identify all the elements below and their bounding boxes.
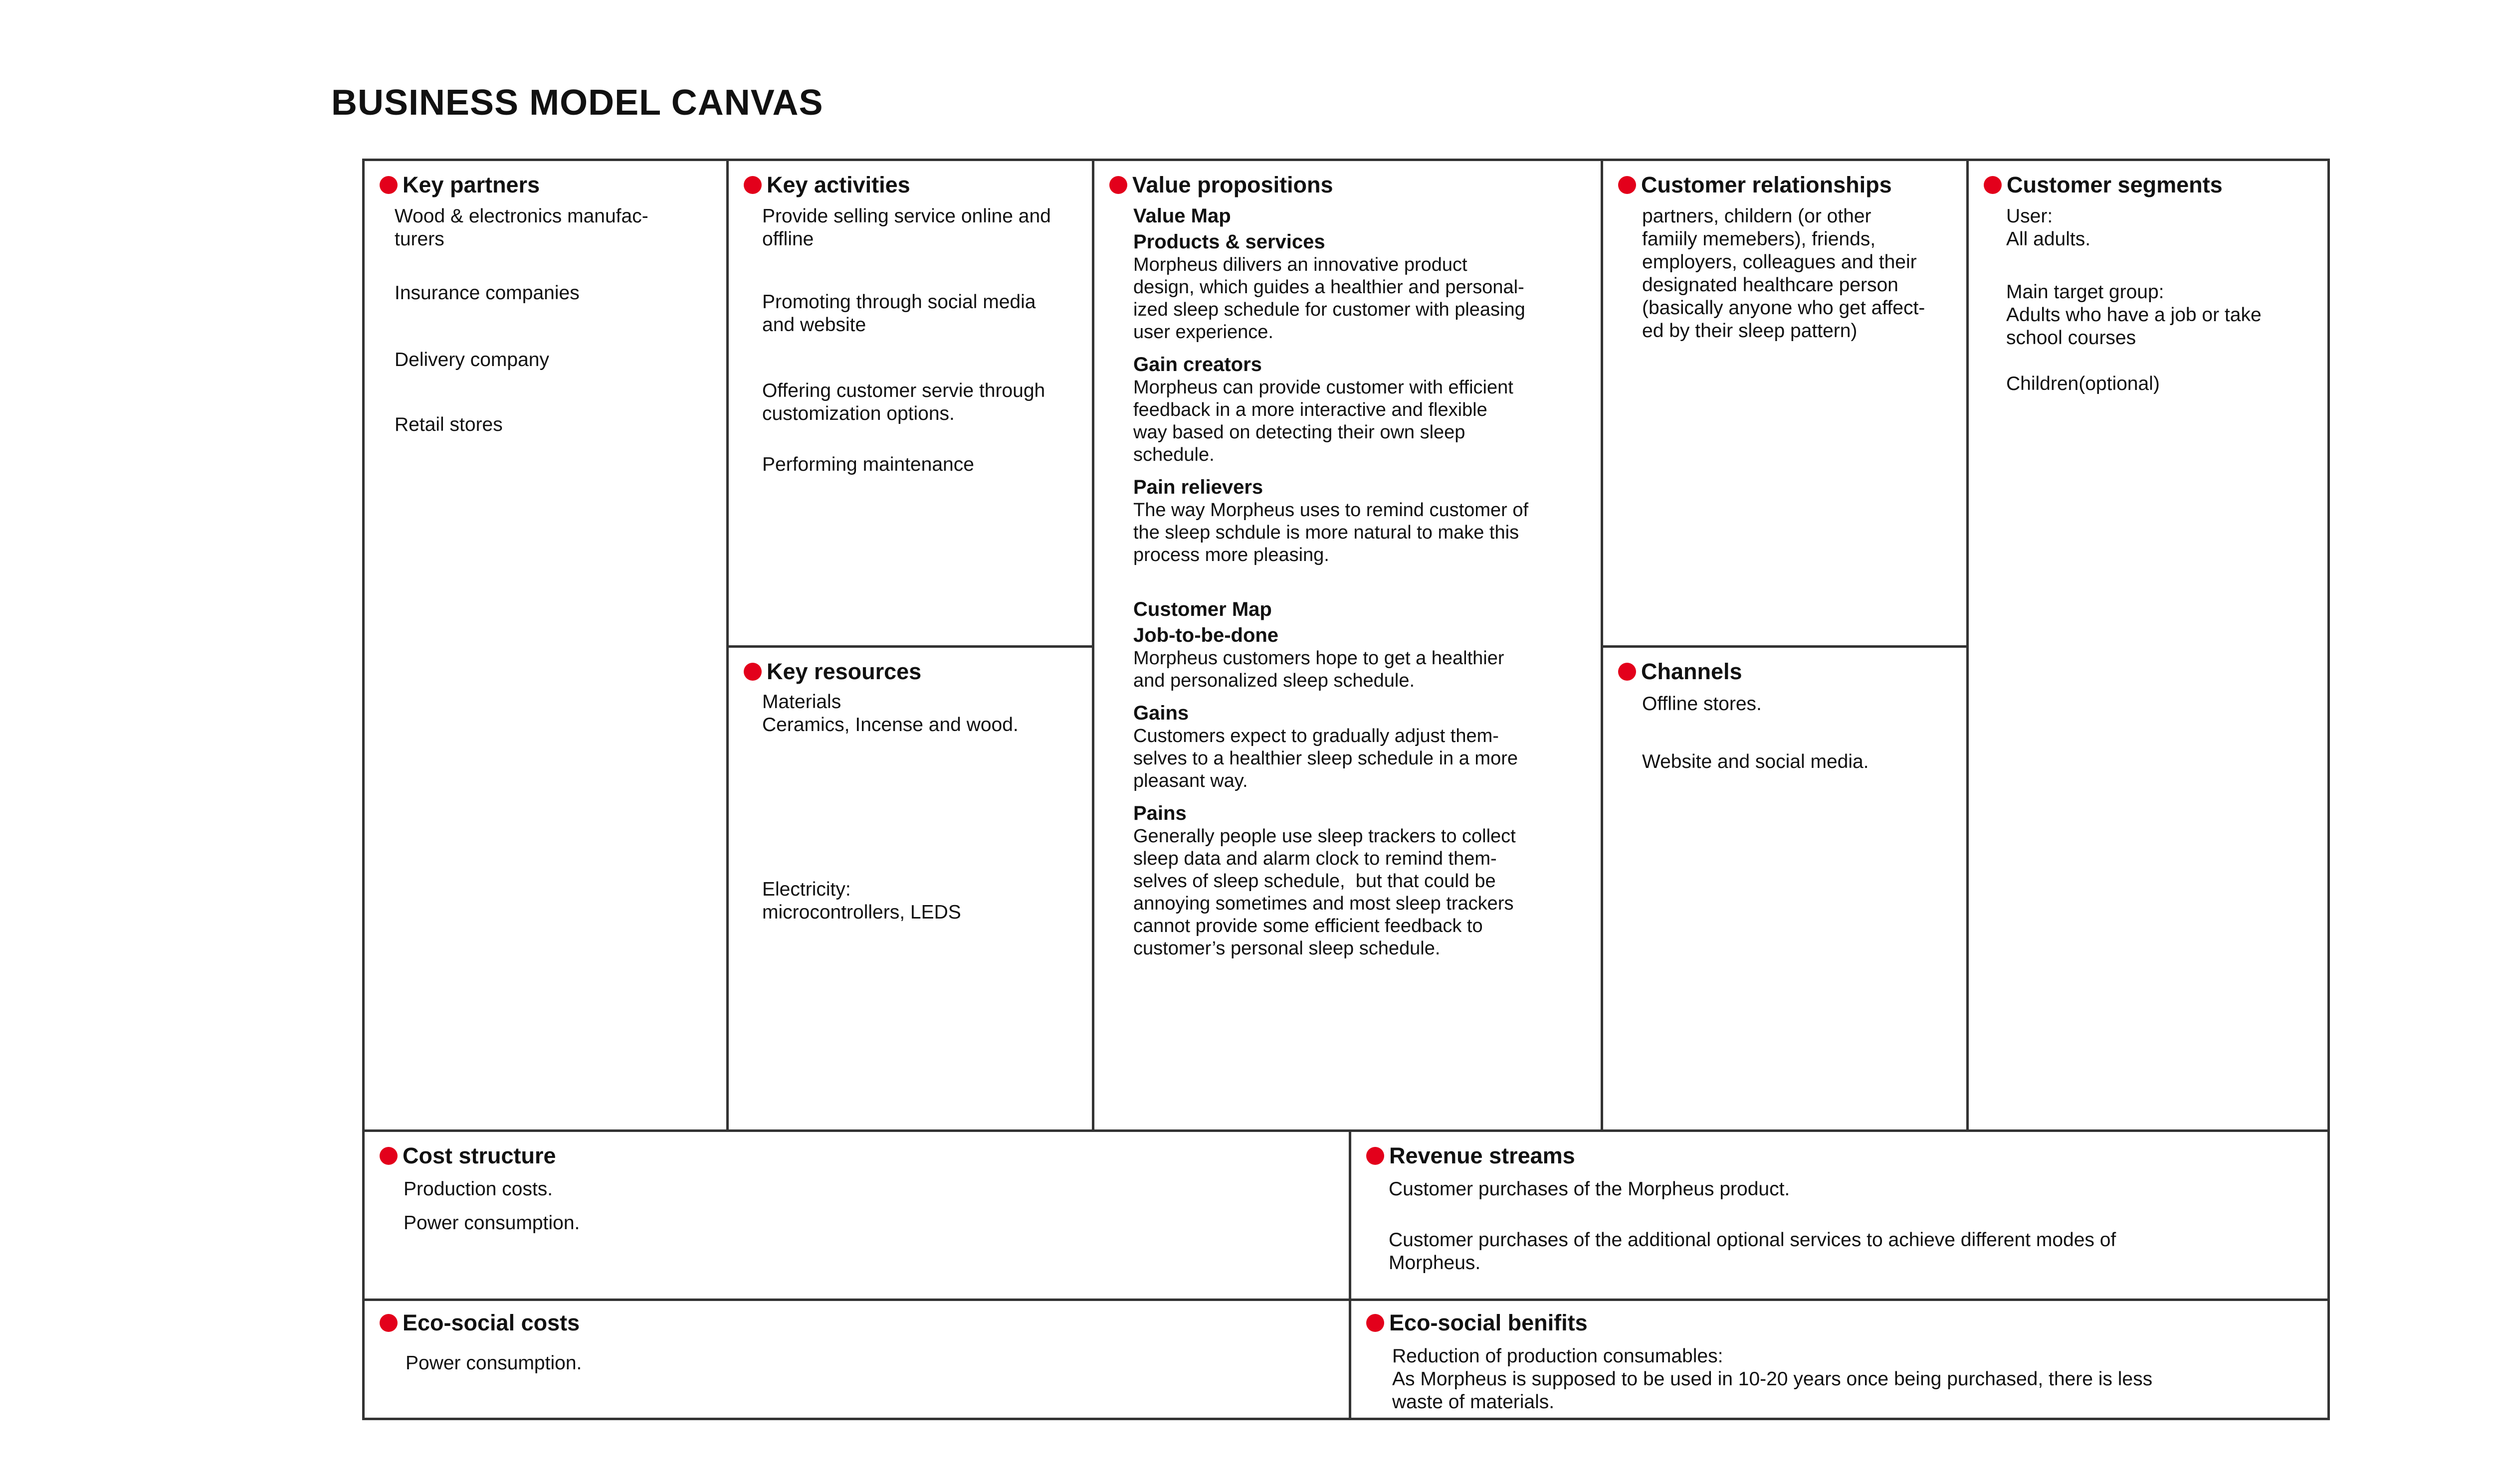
key-activities-line: and website	[762, 314, 866, 336]
customer-relationships-line: ed by their sleep pattern)	[1642, 320, 1858, 342]
customer-map-title: Customer Map	[1133, 598, 1272, 620]
eco-social-benefits-line: waste of materials.	[1392, 1391, 1555, 1413]
key-activities-line: Performing maintenance	[762, 454, 974, 475]
vp-line: sleep data and alarm clock to remind them-	[1133, 848, 1497, 869]
eco-social-benefits-line: As Morpheus is supposed to be used in 10-20 years once being purchased, there is less	[1392, 1368, 2153, 1390]
vp-line: way based on detecting their own sleep	[1133, 422, 1465, 443]
vp-line: selves of sleep schedule, but that could be	[1133, 871, 1496, 892]
customer-segments-heading: Customer segments	[2007, 172, 2223, 197]
customer-relationships-heading: Customer relationships	[1641, 172, 1892, 197]
bullet-icon	[380, 176, 398, 194]
customer-segments-line: Main target group:	[2006, 281, 2164, 303]
value-propositions-heading: Value propositions	[1132, 172, 1333, 197]
customer-segments-line: Children(optional)	[2006, 373, 2160, 394]
revenue-streams-line: Customer purchases of the additional optional services to achieve different modes of	[1389, 1229, 2116, 1251]
channels-line: Offline stores.	[1642, 693, 1762, 715]
eco-social-costs-block	[365, 1301, 1351, 1418]
bullet-icon	[1366, 1147, 1384, 1165]
vp-line: Morpheus dilivers an innovative product	[1133, 254, 1467, 275]
bullet-icon	[744, 663, 762, 681]
key-partners-item: Delivery company	[395, 349, 549, 371]
customer-segments-line: school courses	[2006, 327, 2136, 349]
key-activities-line: offline	[762, 228, 814, 250]
gain-creators-title: Gain creators	[1133, 354, 1262, 375]
vp-line: schedule.	[1133, 444, 1215, 465]
key-resources-line: microcontrollers, LEDS	[762, 902, 961, 923]
eco-social-costs-line: Power consumption.	[406, 1352, 582, 1374]
key-partners-heading: Key partners	[403, 172, 540, 197]
customer-relationships-line: designated healthcare person	[1642, 274, 1898, 296]
vp-line: annoying sometimes and most sleep trackers	[1133, 893, 1514, 914]
vp-line: Customers expect to gradually adjust them-	[1133, 726, 1499, 746]
key-partners-block	[365, 161, 729, 1129]
products-services-title: Products & services	[1133, 231, 1325, 253]
vp-line: Morpheus customers hope to get a healthier	[1133, 648, 1504, 669]
eco-social-benefits-heading: Eco-social benifits	[1389, 1310, 1588, 1335]
revenue-streams-heading: Revenue streams	[1389, 1143, 1575, 1168]
customer-segments-line: All adults.	[2006, 228, 2091, 250]
vp-line: selves to a healthier sleep schedule in a more	[1133, 748, 1518, 769]
vp-line: the sleep schdule is more natural to make this	[1133, 522, 1519, 543]
key-activities-line: Promoting through social media	[762, 291, 1036, 313]
bullet-icon	[744, 176, 762, 194]
vp-line: Generally people use sleep trackers to collect	[1133, 826, 1516, 847]
vp-line: process more pleasing.	[1133, 545, 1329, 565]
bullet-icon	[1618, 663, 1636, 681]
bullet-icon	[1109, 176, 1127, 194]
revenue-streams-block	[1351, 1129, 2327, 1301]
key-activities-line: customization options.	[762, 403, 955, 424]
bullet-icon	[1618, 176, 1636, 194]
value-map-title: Value Map	[1133, 205, 1231, 227]
customer-relationships-line: employers, colleagues and their	[1642, 251, 1917, 273]
eco-social-benefits-block	[1351, 1301, 2327, 1418]
customer-segments-line: Adults who have a job or take	[2006, 304, 2262, 326]
customer-relationships-line: famiily memebers), friends,	[1642, 228, 1876, 250]
cost-structure-line: Power consumption.	[404, 1212, 580, 1234]
vp-line: Morpheus can provide customer with efficient	[1133, 377, 1513, 398]
customer-relationships-line: (basically anyone who get affect-	[1642, 297, 1925, 319]
cost-structure-block	[365, 1129, 1351, 1301]
vp-line: design, which guides a healthier and personal-	[1133, 277, 1524, 298]
channels-heading: Channels	[1641, 659, 1742, 684]
key-resources-line: Materials	[762, 691, 841, 713]
channels-block	[1603, 648, 1969, 1129]
customer-relationships-block	[1603, 161, 1969, 648]
vp-line: ized sleep schedule for customer with pleasing	[1133, 299, 1525, 320]
vp-line: The way Morpheus uses to remind customer of	[1133, 500, 1529, 521]
vp-line: pleasant way.	[1133, 770, 1248, 791]
revenue-streams-line: Morpheus.	[1389, 1252, 1481, 1274]
job-to-be-done-title: Job-to-be-done	[1133, 624, 1279, 646]
value-propositions-block	[1094, 161, 1603, 1129]
key-resources-block	[729, 648, 1094, 1129]
cost-structure-heading: Cost structure	[403, 1143, 556, 1168]
cost-structure-line: Production costs.	[404, 1178, 553, 1200]
bullet-icon	[1984, 176, 2002, 194]
key-resources-heading: Key resources	[767, 659, 922, 684]
key-activities-heading: Key activities	[767, 172, 910, 197]
key-partners-item: Retail stores	[395, 414, 503, 435]
business-model-canvas	[362, 159, 2330, 1420]
key-partners-line: turers	[395, 228, 444, 250]
key-partners-line: Wood & electronics manufac-	[395, 205, 648, 227]
key-activities-line: Offering customer servie through	[762, 380, 1045, 401]
bullet-icon	[1366, 1314, 1384, 1332]
vp-line: cannot provide some efficient feedback to	[1133, 916, 1483, 936]
revenue-streams-line: Customer purchases of the Morpheus product.	[1389, 1178, 1790, 1200]
bullet-icon	[380, 1314, 398, 1332]
page-title: BUSINESS MODEL CANVAS	[331, 83, 824, 123]
pain-relievers-title: Pain relievers	[1133, 476, 1263, 498]
vp-line: user experience.	[1133, 322, 1273, 343]
channels-line: Website and social media.	[1642, 751, 1869, 772]
vp-line: feedback in a more interactive and flexible	[1133, 399, 1487, 420]
gains-title: Gains	[1133, 702, 1189, 724]
vp-line: and personalized sleep schedule.	[1133, 670, 1415, 691]
key-activities-line: Provide selling service online and	[762, 205, 1051, 227]
key-resources-line: Ceramics, Incense and wood.	[762, 714, 1019, 736]
key-activities-block	[729, 161, 1094, 648]
customer-segments-block	[1969, 161, 2327, 1129]
eco-social-benefits-line: Reduction of production consumables:	[1392, 1345, 1723, 1367]
customer-segments-line: User:	[2006, 205, 2053, 227]
pains-title: Pains	[1133, 802, 1187, 824]
customer-relationships-line: partners, childern (or other	[1642, 205, 1871, 227]
bullet-icon	[380, 1147, 398, 1165]
vp-line: customer’s personal sleep schedule.	[1133, 938, 1441, 959]
eco-social-costs-heading: Eco-social costs	[403, 1310, 580, 1335]
key-partners-item: Insurance companies	[395, 282, 580, 304]
key-resources-line: Electricity:	[762, 879, 851, 900]
